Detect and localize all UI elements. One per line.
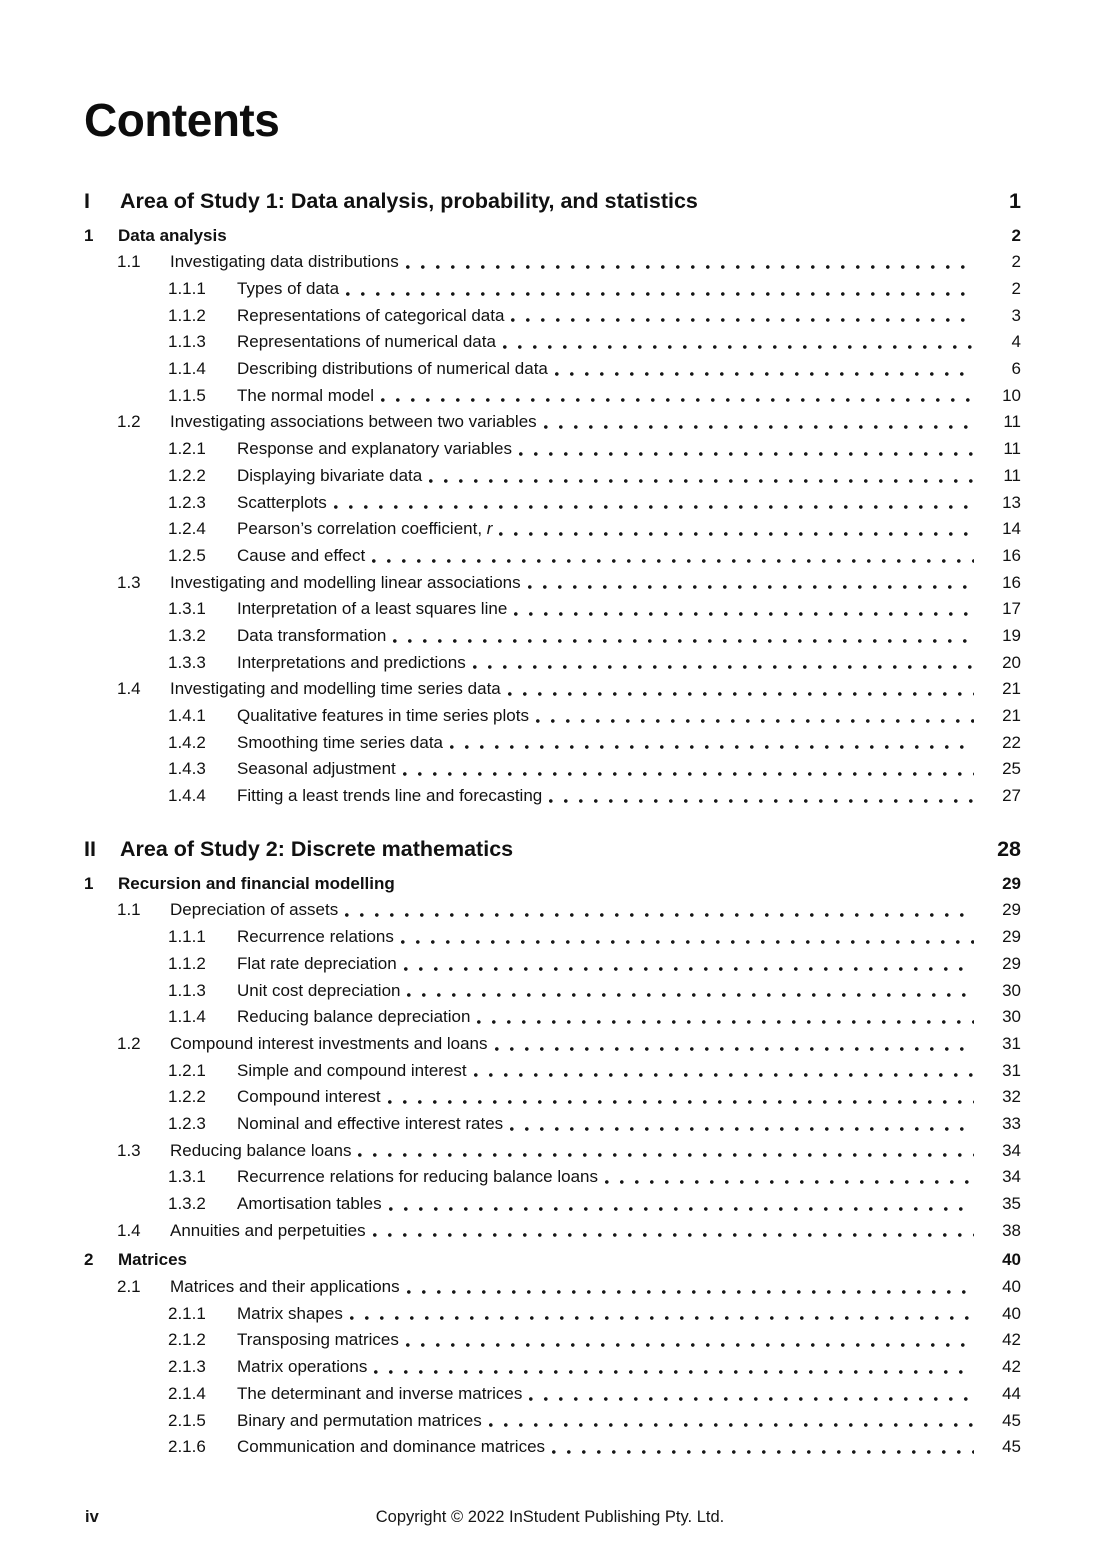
toc-leader-dots [519,452,974,456]
toc-entry-number: 1.3.2 [168,625,206,645]
toc-leader-dots [389,1207,974,1211]
toc-entry-title: The determinant and inverse matrices [237,1383,523,1403]
toc-entry [84,1058,1021,1085]
toc-entry-page: 31 [1002,1060,1021,1080]
toc-entry-number: 1.4.1 [168,706,206,726]
toc-entry-page: 22 [1002,732,1021,752]
toc-entry [84,1354,1021,1381]
toc-leader-dots [555,372,974,376]
toc-entry-page: 11 [1003,465,1021,485]
toc-entry-title: Matrix operations [237,1357,368,1377]
toc-leader-dots [407,1290,974,1294]
toc-entry-page: 4 [1011,332,1021,352]
toc-leader-dots [334,505,974,509]
toc-entry-number: 1.3.2 [168,1194,206,1214]
toc-entry [84,1164,1021,1191]
toc-entry-number: 1.1.4 [168,359,206,379]
toc-entry [84,463,1021,490]
table-of-contents [84,186,1021,1461]
toc-leader-dots [345,913,974,917]
toc-entry-page: 11 [1003,439,1021,459]
toc-entry [84,570,1021,597]
toc-leader-dots [406,265,974,269]
toc-entry [84,1301,1021,1328]
toc-entry-number: 1.1.1 [168,279,206,299]
toc-entry-number: 1.1 [117,252,141,272]
toc-entry-title: Cause and effect [237,545,366,565]
toc-entry-number: 1.3 [117,1140,141,1160]
toc-entry-number: 1.1 [117,900,141,920]
toc-entry-page: 35 [1002,1194,1021,1214]
toc-entry-page: 20 [1002,652,1021,672]
toc-leader-dots [508,692,974,696]
toc-entry-title: Reducing balance loans [170,1140,352,1160]
toc-leader-dots [514,612,974,616]
toc-part [84,186,1021,810]
toc-leader-dots [401,940,974,944]
toc-entry-number: 2.1.2 [168,1330,206,1350]
toc-entry-page: 45 [1002,1410,1021,1430]
toc-entry-number: 2.1.6 [168,1437,206,1457]
toc-entry-number: 1.2 [117,1033,141,1053]
toc-leader-dots [499,532,974,536]
copyright-text: Copyright © 2022 InStudent Publishing Pty. Ltd. [375,1508,725,1526]
toc-entry-title: Displaying bivariate data [237,465,423,485]
toc-entry [84,1138,1021,1165]
toc-leader-dots [605,1180,974,1184]
toc-entry [84,1084,1021,1111]
toc-entry-title: Investigating data distributions [170,252,399,272]
toc-entry-number: 2.1.5 [168,1410,206,1430]
toc-leader-dots [552,1450,974,1454]
toc-entry-page: 2 [1011,252,1021,272]
toc-entry-title: Communication and dominance matrices [237,1437,546,1457]
toc-entry-number: 1.4 [117,1220,141,1240]
toc-leader-dots [489,1423,974,1427]
toc-leader-dots [536,719,974,723]
toc-entry-title: Interpretations and predictions [237,652,466,672]
toc-entry-page: 27 [1002,786,1021,806]
toc-entry-title: Annuities and perpetuities [170,1220,366,1240]
toc-entry-title: Reducing balance depreciation [237,1007,471,1027]
toc-entry-title: Investigating and modelling linear associations [170,572,521,592]
toc-entry-title: Smoothing time series data [237,732,443,752]
toc-entry [84,409,1021,436]
toc-leader-dots [373,1233,974,1237]
toc-entry-number: 1.3.1 [168,1167,206,1187]
toc-part-title: Area of Study 1: Data analysis, probability, and statistics [120,188,698,213]
toc-entry-title: Data transformation [237,625,387,645]
toc-entry-page: 34 [1002,1167,1021,1187]
toc-leader-dots [528,585,974,589]
toc-entry [84,1031,1021,1058]
toc-leader-dots [450,745,974,749]
toc-entry-number: 1.4 [117,679,141,699]
toc-entry-title: Types of data [237,279,340,299]
toc-entry [84,897,1021,924]
toc-entry-title: Unit cost depreciation [237,980,401,1000]
toc-entry-page: 2 [1011,279,1021,299]
toc-entry-title: Flat rate depreciation [237,953,397,973]
toc-entry [84,490,1021,517]
toc-leader-dots [388,1100,974,1104]
page-title: Contents [84,94,280,146]
toc-entry-page: 40 [1002,1303,1021,1323]
toc-entry-number: 1.1.5 [168,385,206,405]
toc-chapter-page: 40 [1002,1250,1021,1270]
toc-entry-number: 1.1.3 [168,332,206,352]
toc-leader-dots [346,292,974,296]
toc-entry-page: 25 [1002,759,1021,779]
toc-entry-title: Interpretation of a least squares line [237,599,508,619]
toc-leader-dots [429,479,974,483]
toc-leader-dots [511,318,974,322]
toc-entry-page: 45 [1002,1437,1021,1457]
toc-entry [84,1218,1021,1245]
toc-part-page: 1 [1009,188,1021,213]
toc-entry-title: The normal model [237,385,375,405]
toc-entry-page: 40 [1002,1277,1021,1297]
toc-entry [84,623,1021,650]
toc-entry-page: 44 [1002,1383,1021,1403]
toc-leader-dots [407,993,974,997]
toc-entry [84,1434,1021,1461]
toc-entry-title: Transposing matrices [237,1330,399,1350]
toc-entry-page: 19 [1002,625,1021,645]
toc-entry-page: 13 [1002,492,1021,512]
page-footer [0,1500,1100,1556]
toc-entry-number: 1.1.3 [168,980,206,1000]
toc-entry [84,329,1021,356]
toc-entry-page: 38 [1002,1220,1021,1240]
toc-chapter-number: 1 [84,225,94,245]
toc-leader-dots [404,967,974,971]
toc-part-numeral: II [84,836,96,861]
toc-entry-title: Fitting a least trends line and forecasting [237,786,543,806]
toc-entry [84,383,1021,410]
toc-chapter-page: 2 [1011,225,1021,245]
toc-entry-number: 1.2.3 [168,1113,206,1133]
toc-leader-dots [350,1316,974,1320]
toc-leader-dots [495,1047,974,1051]
toc-part [84,834,1021,1461]
toc-entry-number: 2.1.1 [168,1303,206,1323]
toc-entry [84,303,1021,330]
toc-entry-number: 1.3.1 [168,599,206,619]
toc-leader-dots [474,1073,974,1077]
toc-entry [84,1191,1021,1218]
toc-leader-dots [381,398,974,402]
toc-entry [84,1408,1021,1435]
toc-entry-title: Compound interest investments and loans [170,1033,488,1053]
toc-entry-title: Describing distributions of numerical data [237,359,548,379]
toc-leader-dots [503,345,974,349]
toc-entry-number: 1.4.2 [168,732,206,752]
toc-entry-title: Binary and permutation matrices [237,1410,482,1430]
toc-entry-title: Matrices and their applications [170,1277,400,1297]
toc-entry-number: 1.2.1 [168,439,206,459]
toc-chapter-number: 1 [84,873,94,893]
toc-leader-dots [510,1127,974,1131]
toc-entry-number: 1.1.2 [168,305,206,325]
toc-part-page: 28 [997,836,1021,861]
toc-entry-page: 42 [1002,1357,1021,1377]
toc-chapter-number: 2 [84,1250,94,1270]
toc-entry-page: 31 [1002,1033,1021,1053]
toc-entry [84,924,1021,951]
toc-leader-dots [544,425,974,429]
toc-chapter-title: Matrices [118,1250,187,1270]
toc-entry-number: 1.3.3 [168,652,206,672]
toc-entry-page: 21 [1002,706,1021,726]
toc-entry-number: 2.1.4 [168,1383,206,1403]
toc-entry-page: 17 [1002,599,1021,619]
toc-entry-page: 16 [1002,545,1021,565]
toc-leader-dots [393,639,974,643]
toc-leader-dots [358,1153,974,1157]
toc-entry [84,783,1021,810]
toc-entry [84,596,1021,623]
toc-entry [84,676,1021,703]
toc-chapter-page: 29 [1002,873,1021,893]
toc-chapter-heading [84,1247,1021,1274]
toc-entry-title-math: r [486,519,493,539]
toc-entry-page: 30 [1002,980,1021,1000]
toc-entry-number: 1.2.1 [168,1060,206,1080]
toc-entry-number: 2.1 [117,1277,141,1297]
toc-leader-dots [403,772,974,776]
toc-entry-page: 30 [1002,1007,1021,1027]
toc-entry-title: Seasonal adjustment [237,759,396,779]
toc-entry [84,276,1021,303]
toc-entry-title: Scatterplots [237,492,327,512]
toc-part-heading [84,834,1021,864]
toc-entry [84,1111,1021,1138]
toc-entry-title: Amortisation tables [237,1194,382,1214]
toc-entry-number: 1.4.4 [168,786,206,806]
toc-entry-number: 1.2.3 [168,492,206,512]
toc-leader-dots [372,559,974,563]
toc-leader-dots [406,1343,974,1347]
toc-leader-dots [529,1397,974,1401]
toc-chapter-heading [84,871,1021,898]
toc-entry-title: Investigating associations between two variables [170,412,537,432]
toc-entry [84,436,1021,463]
folio-page-number: iv [85,1508,99,1526]
toc-entry [84,703,1021,730]
toc-part-heading [84,186,1021,216]
toc-entry-number: 1.2.5 [168,545,206,565]
toc-entry-title: Pearson’s correlation coefficient, r [237,519,493,539]
toc-entry-number: 2.1.3 [168,1357,206,1377]
toc-leader-dots [473,665,974,669]
toc-entry-number: 1.2.2 [168,465,206,485]
toc-entry [84,1004,1021,1031]
toc-entry [84,1381,1021,1408]
toc-entry-page: 29 [1002,953,1021,973]
toc-entry-page: 33 [1002,1113,1021,1133]
toc-entry-number: 1.2.2 [168,1087,206,1107]
toc-entry-page: 29 [1002,900,1021,920]
toc-entry-page: 21 [1002,679,1021,699]
toc-entry-page: 6 [1011,359,1021,379]
toc-entry-page: 14 [1002,519,1021,539]
toc-entry-title: Nominal and effective interest rates [237,1113,504,1133]
toc-entry [84,516,1021,543]
toc-entry-number: 1.1.4 [168,1007,206,1027]
toc-entry-number: 1.3 [117,572,141,592]
toc-entry [84,730,1021,757]
toc-entry-title: Compound interest [237,1087,381,1107]
toc-chapter-heading [84,223,1021,250]
toc-entry-number: 1.1.1 [168,927,206,947]
toc-entry-title: Representations of categorical data [237,305,505,325]
toc-entry-title: Depreciation of assets [170,900,339,920]
toc-entry-title: Recurrence relations [237,927,394,947]
toc-entry-title: Investigating and modelling time series data [170,679,501,699]
toc-leader-dots [477,1020,974,1024]
toc-entry-page: 34 [1002,1140,1021,1160]
toc-entry-page: 32 [1002,1087,1021,1107]
toc-leader-dots [374,1370,974,1374]
toc-entry [84,951,1021,978]
toc-entry-title: Recurrence relations for reducing balance loans [237,1167,598,1187]
toc-entry-title: Matrix shapes [237,1303,343,1323]
toc-leader-dots [549,799,974,803]
toc-entry-page: 11 [1003,412,1021,432]
toc-entry-title: Simple and compound interest [237,1060,467,1080]
toc-entry-number: 1.1.2 [168,953,206,973]
toc-entry-page: 3 [1011,305,1021,325]
toc-entry-page: 10 [1002,385,1021,405]
toc-entry [84,756,1021,783]
toc-entry [84,1274,1021,1301]
toc-entry-page: 42 [1002,1330,1021,1350]
toc-entry [84,650,1021,677]
toc-entry-title: Response and explanatory variables [237,439,513,459]
toc-part-numeral: I [84,188,90,213]
toc-entry-number: 1.4.3 [168,759,206,779]
toc-entry [84,356,1021,383]
toc-entry-title: Qualitative features in time series plots [237,706,529,726]
toc-entry [84,249,1021,276]
toc-entry [84,1327,1021,1354]
toc-part-title: Area of Study 2: Discrete mathematics [120,836,514,861]
toc-entry-number: 1.2 [117,412,141,432]
toc-entry-number: 1.2.4 [168,519,206,539]
toc-entry-page: 29 [1002,927,1021,947]
toc-chapter-title: Recursion and financial modelling [118,873,395,893]
toc-entry [84,543,1021,570]
toc-entry-title: Representations of numerical data [237,332,496,352]
toc-entry [84,978,1021,1005]
toc-chapter-title: Data analysis [118,225,227,245]
toc-entry-page: 16 [1002,572,1021,592]
